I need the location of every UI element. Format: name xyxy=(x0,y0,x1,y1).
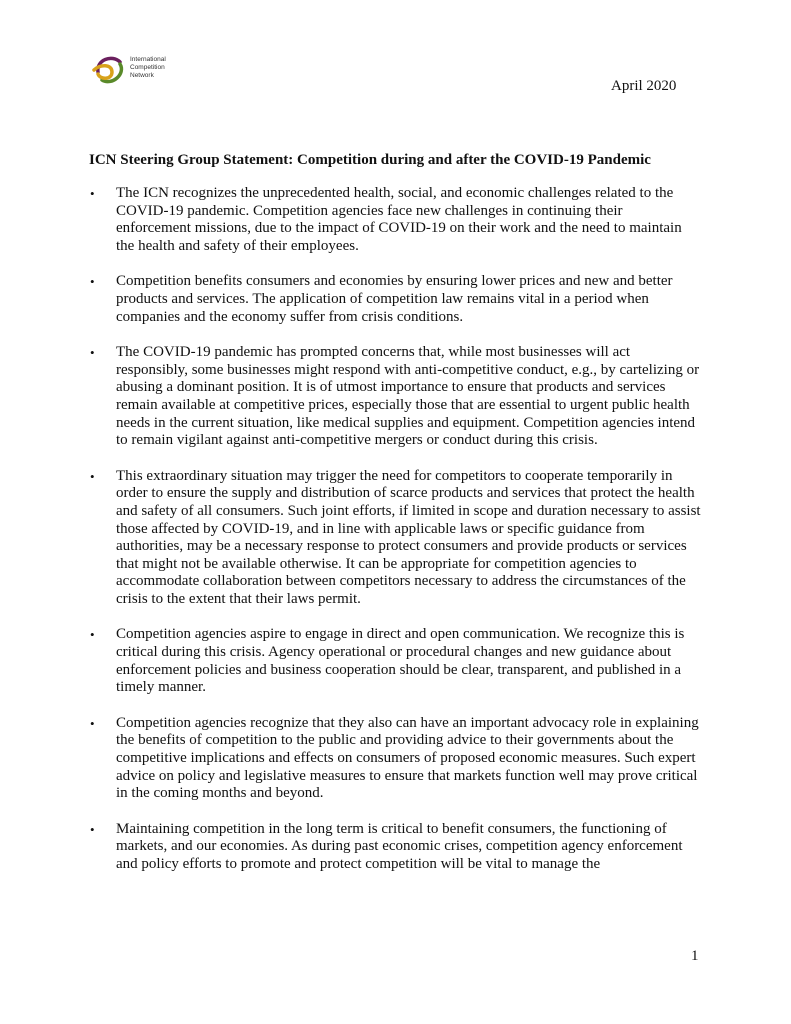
bullet-text: This extraordinary situation may trigger the need for competitors to cooperate temporarily in order to ensure the supply and distribution of scarce products and services that protect the health and safety of all consumers. Such joint efforts, if limited in scope and duration necessary to assist those affected by COVID-19, and in line with applicable laws or specific guidance from authorities, may be a necessary response to protect consumers and provide products or services that might not be available otherwise. It can be appropriate for competition agencies to accommodate collaboration between competitors necessary to address the circumstances of the crisis to the extent that their laws permit. xyxy=(116,467,701,607)
document-date: April 2020 xyxy=(611,78,677,94)
logo-line: International xyxy=(130,56,166,63)
bullet-icon: • xyxy=(90,715,95,731)
bullet-icon: • xyxy=(90,627,95,643)
bullet-icon: • xyxy=(90,274,95,290)
logo-line: Network xyxy=(130,72,154,79)
bullet-item xyxy=(89,821,701,874)
bullet-text: Competition agencies aspire to engage in direct and open communication. We recognize this is critical during this crisis. Agency operational or procedural changes and new guidance about enforcement policies and business cooperation should be clear, transparent, and published in a timely manner. xyxy=(116,626,685,696)
bullet-icon: • xyxy=(90,821,95,837)
bullet-text: Competition agencies recognize that they also can have an important advocacy role in explaining the benefits of competition to the public and providing advice to their governments about the competitive implications and effects on consumers of proposed economic measures. Such expert advice on policy and legislative measures to ensure that markets function well may prove critical in the coming months and beyond. xyxy=(116,714,699,802)
bullet-item xyxy=(89,715,701,803)
bullet-item xyxy=(89,626,701,696)
bullet-text: Competition benefits consumers and economies by ensuring lower prices and new and better products and services. The application of competition law remains vital in a period when companies and the economy suffer from crisis conditions. xyxy=(116,273,673,325)
icn-logo-mark-icon xyxy=(90,50,130,90)
bullet-item xyxy=(89,185,701,255)
bullet-item xyxy=(89,468,701,609)
bullet-text: Maintaining competition in the long term is critical to benefit consumers, the functioning of markets, and our economies. As during past economic crises, competition agency enforcement and policy efforts to promote and protect competition will be vital to manage the xyxy=(116,820,683,872)
document-title: ICN Steering Group Statement: Competition during and after the COVID-19 Pandemic xyxy=(89,152,651,168)
bullet-text: The ICN recognizes the unprecedented health, social, and economic challenges related to the COVID-19 pandemic. Competition agencies face new challenges in continuing their enforcement missions, due to the impact of COVID-19 on their work and the need to maintain the health and safety of their employees. xyxy=(116,185,682,254)
bullet-icon: • xyxy=(90,345,95,361)
page-number: 1 xyxy=(691,948,699,964)
logo-line: Competition xyxy=(130,64,165,71)
bullet-icon: • xyxy=(90,468,95,484)
bullet-item xyxy=(89,273,701,326)
icn-logo xyxy=(90,50,210,90)
bullet-item xyxy=(89,344,701,450)
logo-text xyxy=(130,56,166,80)
statement-bullet-list xyxy=(89,185,701,892)
bullet-text: The COVID-19 pandemic has prompted concerns that, while most businesses will act responsibly, some businesses might respond with anti-competitive conduct, e.g., by cartelizing or abusing a dominant position. It is of utmost importance to ensure that products and services remain available at competitive prices, especially those that are essential to urgent public health needs in the current situation, like medical supplies and equipment. Competition agencies intend to remain vigilant against anti-competitive mergers or conduct during this crisis. xyxy=(116,344,700,449)
bullet-icon: • xyxy=(90,186,95,201)
